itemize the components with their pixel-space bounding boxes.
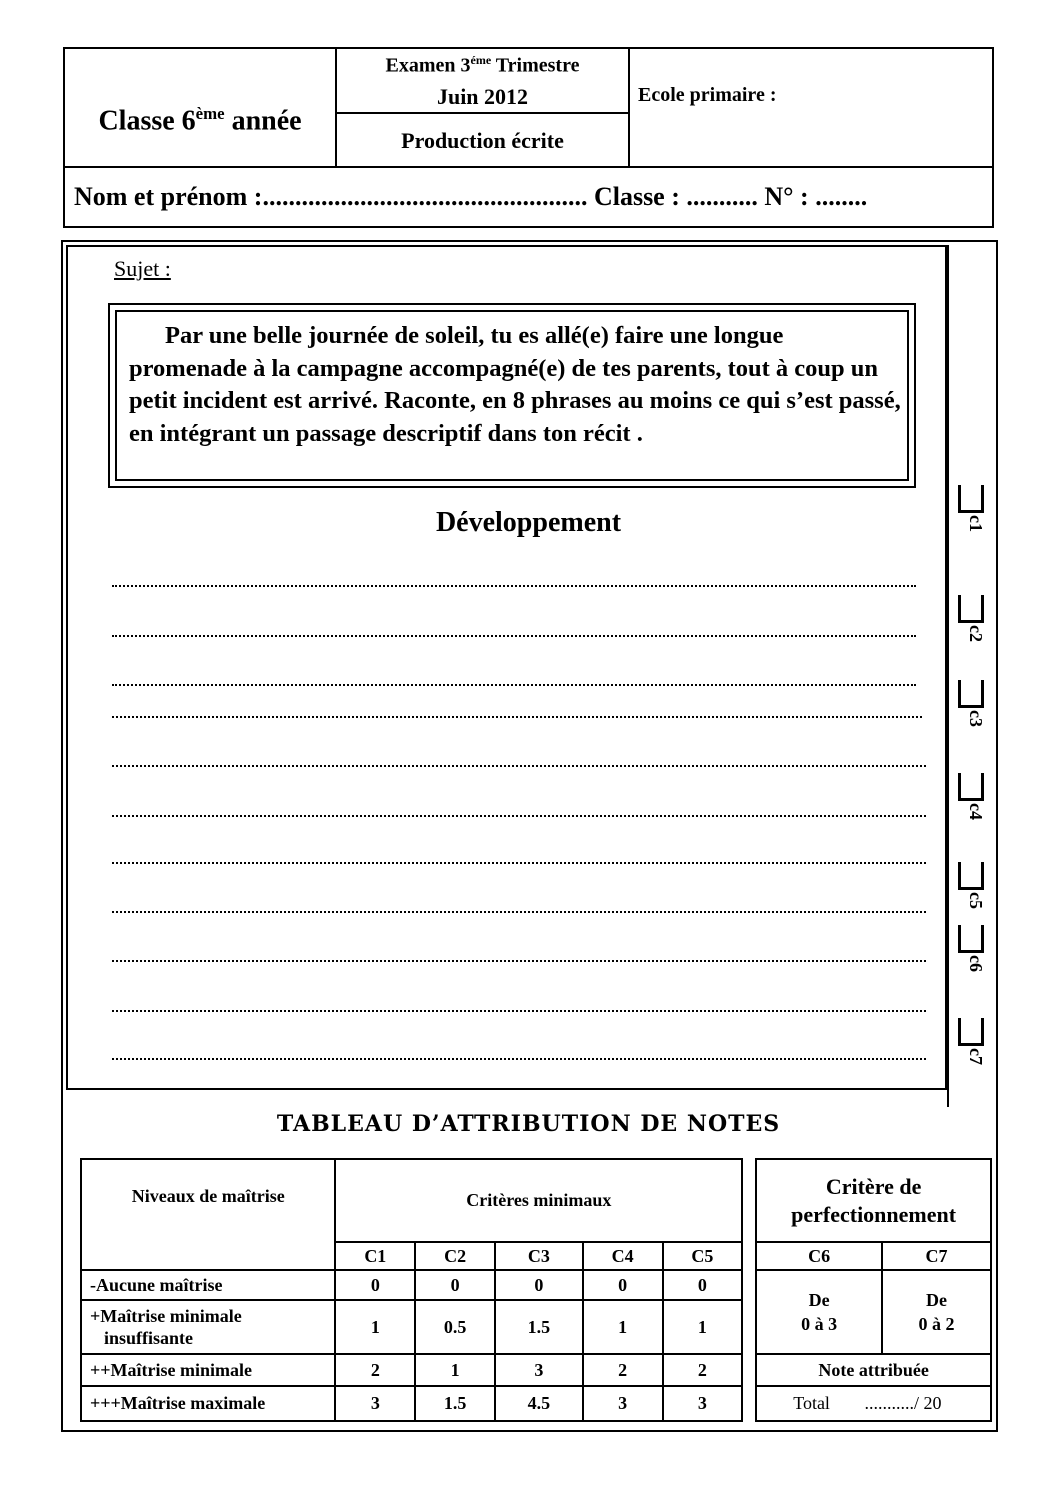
- table-row: [81, 1386, 991, 1421]
- writing-line[interactable]: [112, 716, 922, 718]
- col-c2: C2: [415, 1242, 495, 1270]
- criterion-c7-box[interactable]: c7: [958, 1018, 988, 1068]
- writing-line[interactable]: [112, 815, 926, 817]
- cell: 0: [583, 1270, 663, 1300]
- cell: 2: [583, 1354, 663, 1386]
- row-label: +Maîtrise minimale insuffisante: [81, 1300, 335, 1354]
- sujet-label: Sujet :: [114, 256, 171, 281]
- cell: 1: [335, 1300, 415, 1354]
- table-gap: [742, 1159, 756, 1421]
- criterion-c3-box[interactable]: c3: [958, 680, 988, 730]
- row-label: +++Maîtrise maximale: [81, 1386, 335, 1421]
- writing-line[interactable]: [112, 960, 926, 962]
- header-middle-divider: [335, 112, 630, 114]
- total-cell[interactable]: [756, 1386, 991, 1421]
- total-value: .........../ 20: [864, 1393, 942, 1413]
- perfection-criteria-header: Critère de perfectionnement: [756, 1159, 991, 1242]
- c6-range: De 0 à 3: [756, 1270, 882, 1354]
- writing-line[interactable]: [112, 765, 926, 767]
- exam-title: Examen $3^{éme}$ Trimestre: [385, 53, 580, 77]
- topic-text: Par une belle journée de soleil, tu es allé(e) faire une longue promenade à la campagne accompagné(e) de tes parents, tout à coup un petit incident est arrivé. Raconte, en 8 phrases au moins ce qui s’est passé, en intégrant un passage descriptif dans ton récit .: [129, 322, 901, 447]
- cell: 3: [495, 1354, 583, 1386]
- header-divider: [63, 166, 994, 168]
- cell: 4.5: [495, 1386, 583, 1421]
- cell: 1: [583, 1300, 663, 1354]
- note-attributed-label: Note attribuée: [756, 1354, 991, 1386]
- levels-header: Niveaux de maîtrise: [81, 1159, 335, 1270]
- row-label: ++Maîtrise minimale: [81, 1354, 335, 1386]
- c7-range: De 0 à 2: [882, 1270, 991, 1354]
- cell: 0.5: [415, 1300, 495, 1354]
- identity-line: Nom et prénom :.................................................. Classe : ........... N° : ........: [74, 182, 868, 211]
- writing-line[interactable]: [112, 635, 916, 637]
- writing-line[interactable]: [112, 684, 916, 686]
- cell: 1.5: [495, 1300, 583, 1354]
- cell: 1: [663, 1300, 743, 1354]
- writing-line[interactable]: [112, 1010, 926, 1012]
- col-c1: C1: [335, 1242, 415, 1270]
- col-c5: C5: [663, 1242, 743, 1270]
- header-col-divider-2: [628, 47, 630, 168]
- cell: 2: [663, 1354, 743, 1386]
- cell: 3: [335, 1386, 415, 1421]
- col-c3: C3: [495, 1242, 583, 1270]
- class-title: Classe 6ème année: [98, 104, 302, 137]
- table-row: [81, 1270, 991, 1300]
- cell: 3: [663, 1386, 743, 1421]
- topic-box-inner: [115, 310, 909, 481]
- criterion-c6-box[interactable]: c6: [958, 925, 988, 975]
- minimal-criteria-header: Critères minimaux: [335, 1159, 742, 1242]
- exam-subject: Production écrite: [401, 128, 564, 153]
- grading-table: [80, 1158, 992, 1422]
- col-c7: C7: [882, 1242, 991, 1270]
- writing-line[interactable]: [112, 862, 926, 864]
- cell: 0: [663, 1270, 743, 1300]
- col-c4: C4: [583, 1242, 663, 1270]
- col-c6: C6: [756, 1242, 882, 1270]
- cell: 2: [335, 1354, 415, 1386]
- row-label: -Aucune maîtrise: [81, 1270, 335, 1300]
- school-label: Ecole primaire :: [638, 84, 777, 106]
- cell: 0: [495, 1270, 583, 1300]
- total-label: Total: [793, 1393, 830, 1413]
- cell: 1.5: [415, 1386, 495, 1421]
- criterion-c2-box[interactable]: c2: [958, 595, 988, 645]
- cell: 3: [583, 1386, 663, 1421]
- development-title: Développement: [435, 507, 622, 538]
- writing-line[interactable]: [112, 911, 926, 913]
- writing-line[interactable]: [112, 1058, 926, 1060]
- criterion-c4-box[interactable]: c4: [958, 773, 988, 823]
- margin-separator: [947, 245, 949, 1107]
- grading-title: TABLEAU D’ATTRIBUTION DE NOTES: [276, 1111, 781, 1137]
- table-row: [81, 1354, 991, 1386]
- cell: 1: [415, 1354, 495, 1386]
- cell: 0: [335, 1270, 415, 1300]
- exam-date: Juin 2012: [436, 84, 529, 109]
- criterion-c5-box[interactable]: c5: [958, 862, 988, 912]
- cell: 0: [415, 1270, 495, 1300]
- writing-line[interactable]: [112, 585, 916, 587]
- criterion-c1-box[interactable]: c1: [958, 485, 988, 535]
